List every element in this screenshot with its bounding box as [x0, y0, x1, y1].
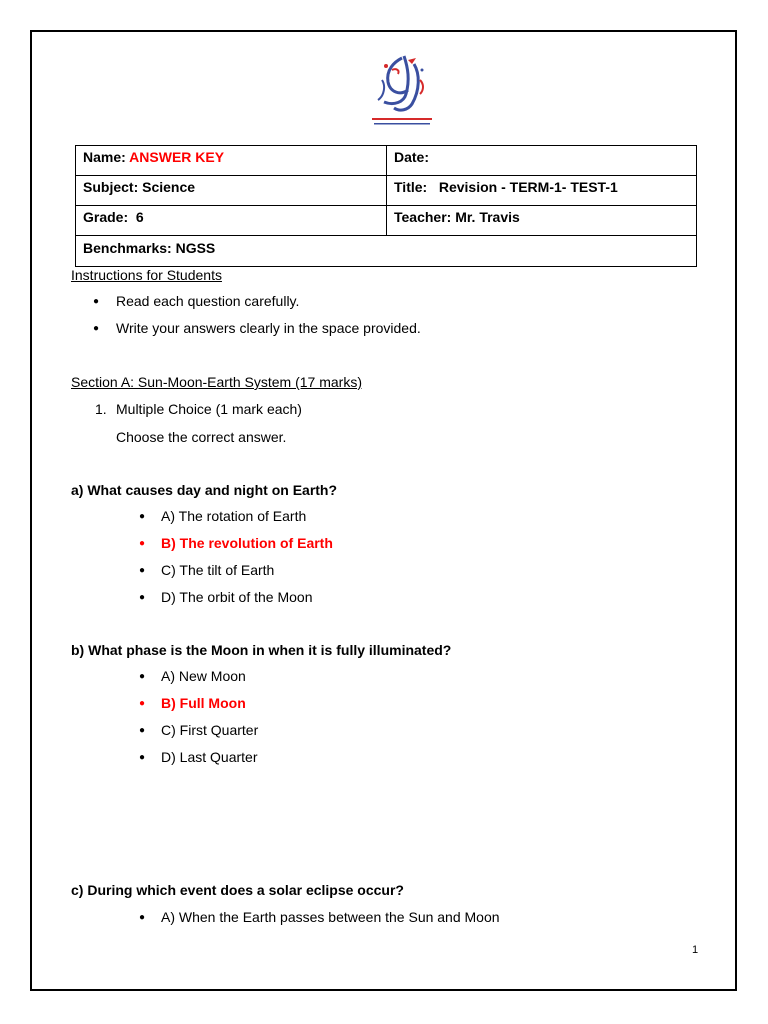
- bullet-icon: ●: [139, 698, 146, 709]
- date-cell: Date:: [387, 146, 697, 176]
- teacher-cell: Teacher: Mr. Travis: [387, 206, 697, 236]
- option-a: A) The rotation of Earth: [161, 508, 307, 524]
- question-b-prompt: b) What phase is the Moon in when it is fully illuminated?: [71, 642, 452, 658]
- option-d: D) Last Quarter: [161, 749, 258, 765]
- name-value: ANSWER KEY: [129, 149, 225, 165]
- name-label: Name:: [83, 149, 126, 165]
- option-b-correct: B) Full Moon: [161, 695, 246, 711]
- header-info-table: [75, 145, 697, 267]
- option-c: C) First Quarter: [161, 722, 259, 738]
- bullet-icon: ●: [139, 592, 146, 603]
- grade-cell: Grade: 6: [76, 206, 387, 236]
- bullet-icon: ●: [139, 912, 146, 923]
- bullet-icon: ●: [139, 752, 146, 763]
- name-cell: [76, 146, 387, 176]
- item-number: 1.: [95, 401, 107, 417]
- title-cell: Title: Revision - TERM-1- TEST-1: [387, 176, 697, 206]
- bullet-icon: ●: [93, 323, 100, 334]
- benchmarks-cell: Benchmarks: NGSS: [76, 236, 697, 267]
- option-c: C) The tilt of Earth: [161, 562, 275, 578]
- page-number: 1: [692, 944, 699, 956]
- bullet-icon: ●: [93, 296, 100, 307]
- option-b-correct: B) The revolution of Earth: [161, 535, 333, 551]
- bullet-icon: ●: [139, 565, 146, 576]
- section-a-heading: Section A: Sun-Moon-Earth System (17 marks): [71, 374, 362, 390]
- option-a: A) New Moon: [161, 668, 246, 684]
- item-title: Multiple Choice (1 mark each): [116, 401, 302, 417]
- instructions-heading: Instructions for Students: [71, 267, 222, 283]
- subject-cell: Subject: Science: [76, 176, 387, 206]
- bullet-icon: ●: [139, 538, 146, 549]
- bullet-icon: ●: [139, 671, 146, 682]
- question-a-prompt: a) What causes day and night on Earth?: [71, 482, 338, 498]
- school-logo: [364, 50, 440, 132]
- instruction-item: Write your answers clearly in the space provided.: [116, 320, 421, 336]
- bullet-icon: ●: [139, 511, 146, 522]
- option-a: A) When the Earth passes between the Sun and Moon: [161, 909, 500, 925]
- bullet-icon: ●: [139, 725, 146, 736]
- question-c-prompt: c) During which event does a solar eclipse occur?: [71, 882, 404, 898]
- instruction-item: Read each question carefully.: [116, 293, 300, 309]
- item-instruction: Choose the correct answer.: [116, 429, 287, 445]
- option-d: D) The orbit of the Moon: [161, 589, 313, 605]
